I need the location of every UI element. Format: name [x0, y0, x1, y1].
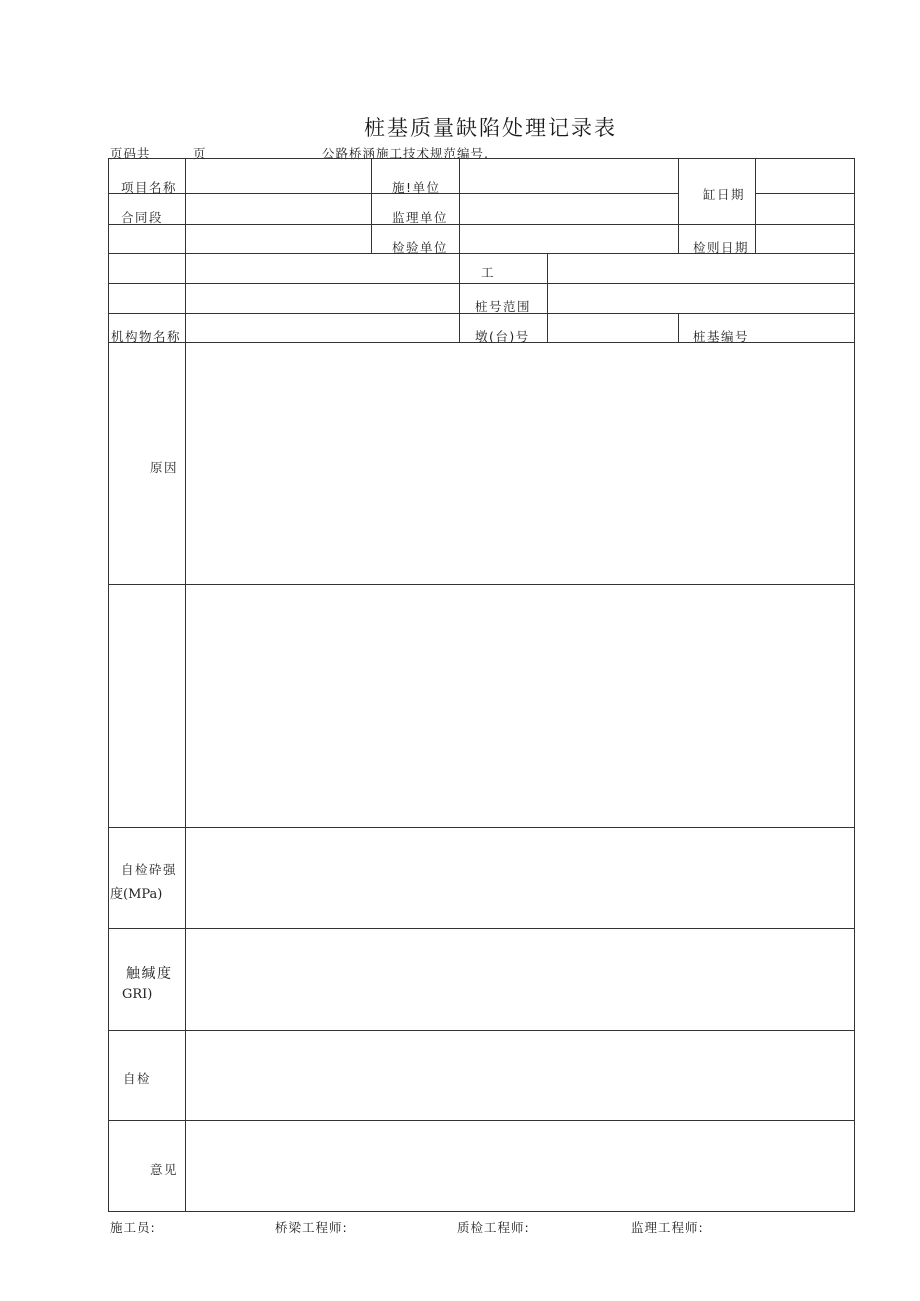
self-check-label: 自检	[123, 1071, 152, 1086]
inspection-unit-label: 检验单位	[392, 240, 449, 255]
strength-label-line2: 度(MPa)	[110, 887, 163, 902]
grid-line	[185, 158, 186, 1212]
contract-section-label: 合同段	[121, 210, 164, 225]
grid-line	[547, 253, 548, 342]
supervisor-engineer-signature-label: 监理工程师:	[631, 1220, 704, 1235]
grid-line	[678, 313, 679, 342]
spec-reference: 公路桥涵施工技术规范编号.	[322, 146, 489, 161]
inspection-date-label: 检则日期	[693, 240, 750, 255]
work-label: 工	[481, 265, 496, 280]
grid-line	[371, 158, 372, 253]
page-title: 桩基质量缺陷处理记录表	[364, 116, 617, 140]
grid-line	[459, 158, 460, 342]
opinion-label: 意见	[150, 1162, 179, 1177]
grid-line	[108, 283, 855, 284]
cause-label: 原因	[150, 460, 179, 475]
strength-label-line1: 自检砕强	[121, 862, 178, 877]
grid-line	[678, 158, 679, 253]
pier-no-label: 墩(台)号	[475, 329, 530, 344]
construction-unit-label: 施!单位	[392, 180, 441, 195]
grid-line	[108, 224, 855, 225]
grid-line	[108, 928, 855, 929]
slump-label-line1: 触缄度	[126, 966, 173, 982]
grid-line	[108, 827, 855, 828]
qc-engineer-signature-label: 质检工程师:	[457, 1220, 530, 1235]
construction-date-label: 缸日期	[703, 187, 746, 202]
grid-line	[108, 584, 855, 585]
pile-range-label: 桩号范围	[475, 299, 532, 314]
form-table	[108, 158, 855, 1212]
project-name-label: 项目名称	[121, 180, 178, 195]
bridge-engineer-signature-label: 桥梁工程师:	[275, 1220, 348, 1235]
grid-line	[755, 193, 855, 194]
grid-line	[108, 1030, 855, 1031]
worker-signature-label: 施工员:	[110, 1220, 156, 1235]
page-count-label: 页码共	[110, 146, 151, 161]
structure-name-label: 机构物名称	[111, 329, 182, 344]
grid-line	[755, 158, 756, 253]
page-unit-label: 页	[193, 146, 207, 161]
pile-no-label: 桩基编号	[693, 329, 750, 344]
grid-line	[108, 1120, 855, 1121]
supervision-unit-label: 监理单位	[392, 210, 449, 225]
slump-label-line2: GRI)	[122, 987, 153, 1002]
